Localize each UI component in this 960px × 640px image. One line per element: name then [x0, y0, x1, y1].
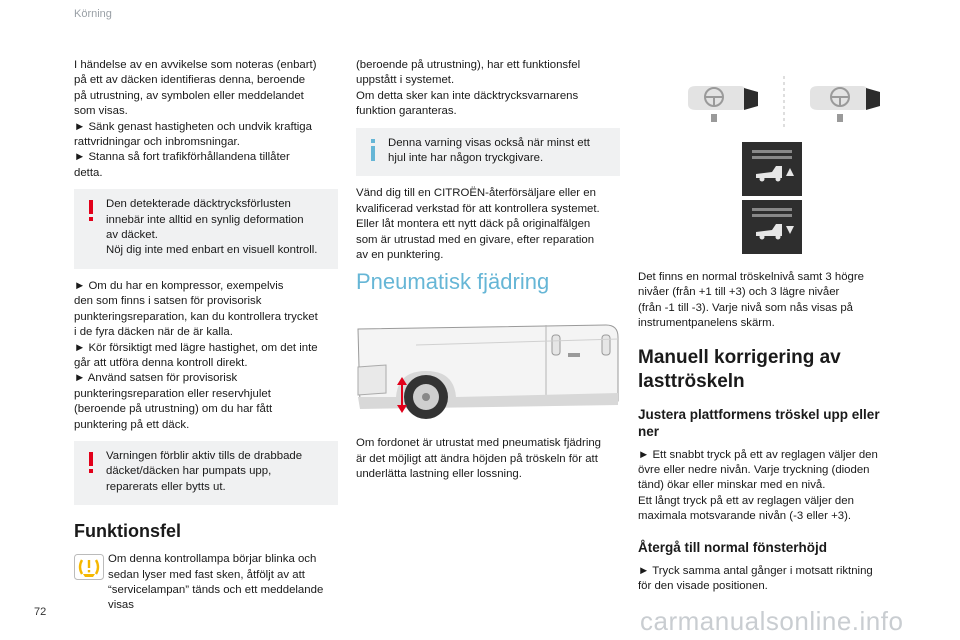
section-title-funktionsfel: Funktionsfel — [74, 521, 181, 542]
warning-note-text: Den detekterade däcktrycksförlusten innebär inte alltid en synlig deformation av däcket. Nöj dig inte med enbart en visuell kontroll. — [106, 198, 318, 257]
column-right — [638, 58, 888, 594]
page-number: 72 — [34, 606, 47, 618]
malfunction-row — [74, 552, 338, 614]
compressor-paragraph: ► Om du har en kompressor, exempelvis den som finns i satsen för provisorisk punkteringsreparation, kan du kontrollera trycket i de fyra däcken när de är kalla. ► Kör försiktigt med lägre hastighet, om det inte går att utföra denna kontroll direkt. ► Använd satsen för provisorisk punkteringsreparation eller reservhjulet (beroende på utrustning) om du har fått punktering på ett däck. — [74, 279, 318, 431]
level-down-display-icon — [742, 200, 802, 254]
dealer-paragraph: Vänd dig till en CITROËN-återförsäljare eller en kvalificerad verkstad för att kontrollera systemet. Eller låt montera ett nytt däck på originalfälgen som är utrustad med en givare, efter reparation av en punktering. — [356, 187, 600, 262]
section-title-pneumatic: Pneumatisk fjädring — [356, 269, 550, 295]
warning-note-text: Varningen förblir aktiv tills de drabbade däcket/däcken har pumpats upp, reparerats eller bytts ut. — [106, 449, 303, 493]
malfunction-continued-paragraph: (beroende på utrustning), har ett funktionsfel uppstått i systemet. Om detta sker kan inte däcktrycksvarnarens funktion garanteras. — [356, 59, 581, 118]
intro-paragraph: I händelse av en avvikelse som noteras (enbart) på ett av däcken identifieras denna, beroende på utrustning, av symbolen eller meddelandet som visas. ► Sänk genast hastigheten och undvik kraftiga rattvridningar och inbromsningar. ► Stanna så fort trafikförhållandena tillåter detta. — [74, 59, 317, 179]
steering-control-buttons-illustration — [674, 72, 894, 132]
section-title-manual-correction: Manuell korrigering av lasttröskeln — [638, 346, 841, 392]
pneumatic-paragraph: Om fordonet är utrustat med pneumatisk fjädring är det möjligt att ändra höjden på tröskeln för att underlätta lastning eller lossning. — [356, 437, 602, 481]
van-suspension-illustration — [356, 309, 620, 419]
page-header-label: Körning — [74, 8, 112, 20]
tyre-pressure-warning-icon — [74, 554, 104, 580]
column-left — [74, 58, 338, 614]
warning-note-active — [74, 441, 338, 505]
info-icon — [366, 139, 380, 161]
threshold-levels-paragraph: Det finns en normal tröskelnivå samt 3 högre nivåer (från +1 till +3) och 3 lägre nivåer (från -1 till -3). Varje nivå som nås visas på instrumentpanelens skärm. — [638, 271, 865, 330]
adjust-paragraph: ► Ett snabbt tryck på ett av reglagen väljer den övre eller nedre nivån. Varje tryckning (dioden tänd) ökar eller minskar med en nivå. Ett långt tryck på ett av reglagen väljer den maximala motsvarande nivån (-3 eller +3). — [638, 448, 878, 523]
info-note-sensor — [356, 128, 620, 177]
column-middle — [356, 58, 620, 483]
subsection-title-adjust: Justera plattformens tröskel upp eller ner — [638, 406, 880, 439]
subsection-title-return: Återgå till normal fönsterhöjd — [638, 539, 828, 555]
malfunction-paragraph: Om denna kontrollampa börjar blinka och sedan lyser med fast sken, åtföljt av att “servicelampan” tänds och ett meddelande visas — [108, 553, 324, 612]
info-note-text: Denna varning visas också när minst ett hjul inte har någon tryckgivare. — [388, 136, 590, 165]
warning-note-deformation — [74, 189, 338, 269]
return-paragraph: ► Tryck samma antal gånger i motsatt riktning för den visade positionen. — [638, 564, 873, 593]
exclamation-icon — [84, 452, 98, 474]
watermark: carmanualsonline.info — [640, 606, 904, 636]
exclamation-icon — [84, 200, 98, 222]
level-up-display-icon — [742, 142, 802, 196]
